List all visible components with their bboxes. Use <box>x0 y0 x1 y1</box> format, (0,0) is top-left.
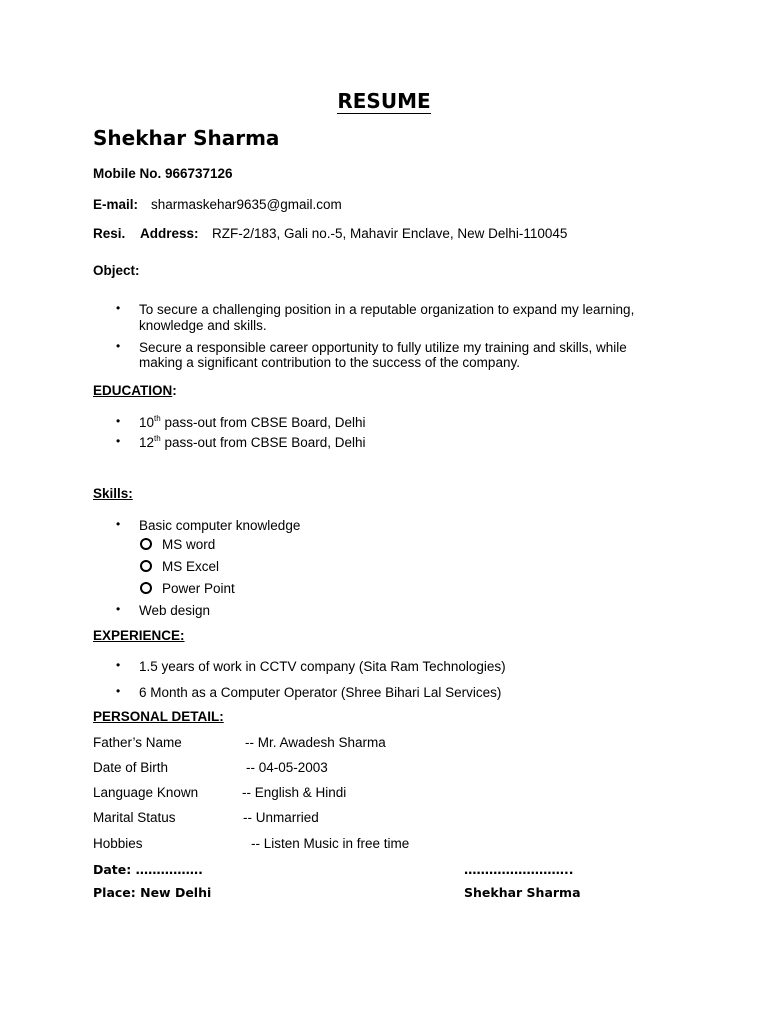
date-line: Date: ……………. <box>93 862 203 877</box>
education-item-1: 10th pass-out from CBSE Board, Delhi <box>139 414 366 430</box>
objective-item-2-line1: Secure a responsible career opportunity to fully utilize my training and skills, while <box>139 340 627 355</box>
personal-label-dob: Date of Birth <box>93 760 169 775</box>
bullet-icon: • <box>116 434 121 448</box>
experience-item-1: 1.5 years of work in CCTV company (Sita Ram Technologies) <box>139 659 506 674</box>
objective-item-1-line1: To secure a challenging position in a reputable organization to expand my learning, <box>139 302 635 317</box>
skills-sub-power-point: Power Point <box>162 581 235 596</box>
skills-sub-ms-excel: MS Excel <box>162 559 220 574</box>
personal-label-father: Father’s Name <box>93 735 182 750</box>
circle-bullet-icon <box>140 560 152 572</box>
education-heading: EDUCATION: <box>93 383 177 398</box>
email-label: E-mail: <box>93 197 139 212</box>
personal-value-father: -- Mr. Awadesh Sharma <box>245 735 386 750</box>
resume-title: RESUME <box>337 89 431 113</box>
place-line: Place: New Delhi <box>93 885 212 900</box>
personal-value-marital: -- Unmarried <box>243 810 319 825</box>
bullet-icon: • <box>116 301 121 315</box>
bullet-icon: • <box>116 517 121 531</box>
signature-name: Shekhar Sharma <box>464 885 581 900</box>
personal-label-language: Language Known <box>93 785 199 800</box>
address-label: Address: <box>140 226 199 241</box>
skills-item-web: Web design <box>139 603 211 618</box>
circle-bullet-icon <box>140 582 152 594</box>
mobile-number: Mobile No. 966737126 <box>93 166 233 181</box>
bullet-icon: • <box>116 658 121 672</box>
candidate-name: Shekhar Sharma <box>93 126 280 150</box>
address-label-resi: Resi. <box>93 226 126 241</box>
address-value: RZF-2/183, Gali no.-5, Mahavir Enclave, New Delhi-110045 <box>212 226 568 241</box>
education-item-2: 12th pass-out from CBSE Board, Delhi <box>139 434 366 450</box>
skills-sub-ms-word: MS word <box>162 537 216 552</box>
email-value: sharmaskehar9635@gmail.com <box>151 197 342 212</box>
personal-value-dob: -- 04-05-2003 <box>246 760 328 775</box>
bullet-icon: • <box>116 414 121 428</box>
personal-value-language: -- English & Hindi <box>242 785 347 800</box>
personal-label-hobbies: Hobbies <box>93 836 143 851</box>
experience-item-2: 6 Month as a Computer Operator (Shree Bihari Lal Services) <box>139 685 502 700</box>
signature-dots: …………………….. <box>464 862 574 877</box>
bullet-icon: • <box>116 339 121 353</box>
personal-value-hobbies: -- Listen Music in free time <box>251 836 410 851</box>
experience-heading: EXPERIENCE: <box>93 628 185 643</box>
personal-detail-heading: PERSONAL DETAIL: <box>93 709 224 724</box>
objective-heading: Object: <box>93 263 140 278</box>
skills-item-basic: Basic computer knowledge <box>139 518 301 533</box>
objective-item-2-line2: making a significant contribution to the success of the company. <box>139 355 520 370</box>
personal-label-marital: Marital Status <box>93 810 176 825</box>
skills-heading: Skills: <box>93 486 133 501</box>
bullet-icon: • <box>116 602 121 616</box>
circle-bullet-icon <box>140 538 152 550</box>
bullet-icon: • <box>116 684 121 698</box>
objective-item-1-line2: knowledge and skills. <box>139 318 267 333</box>
